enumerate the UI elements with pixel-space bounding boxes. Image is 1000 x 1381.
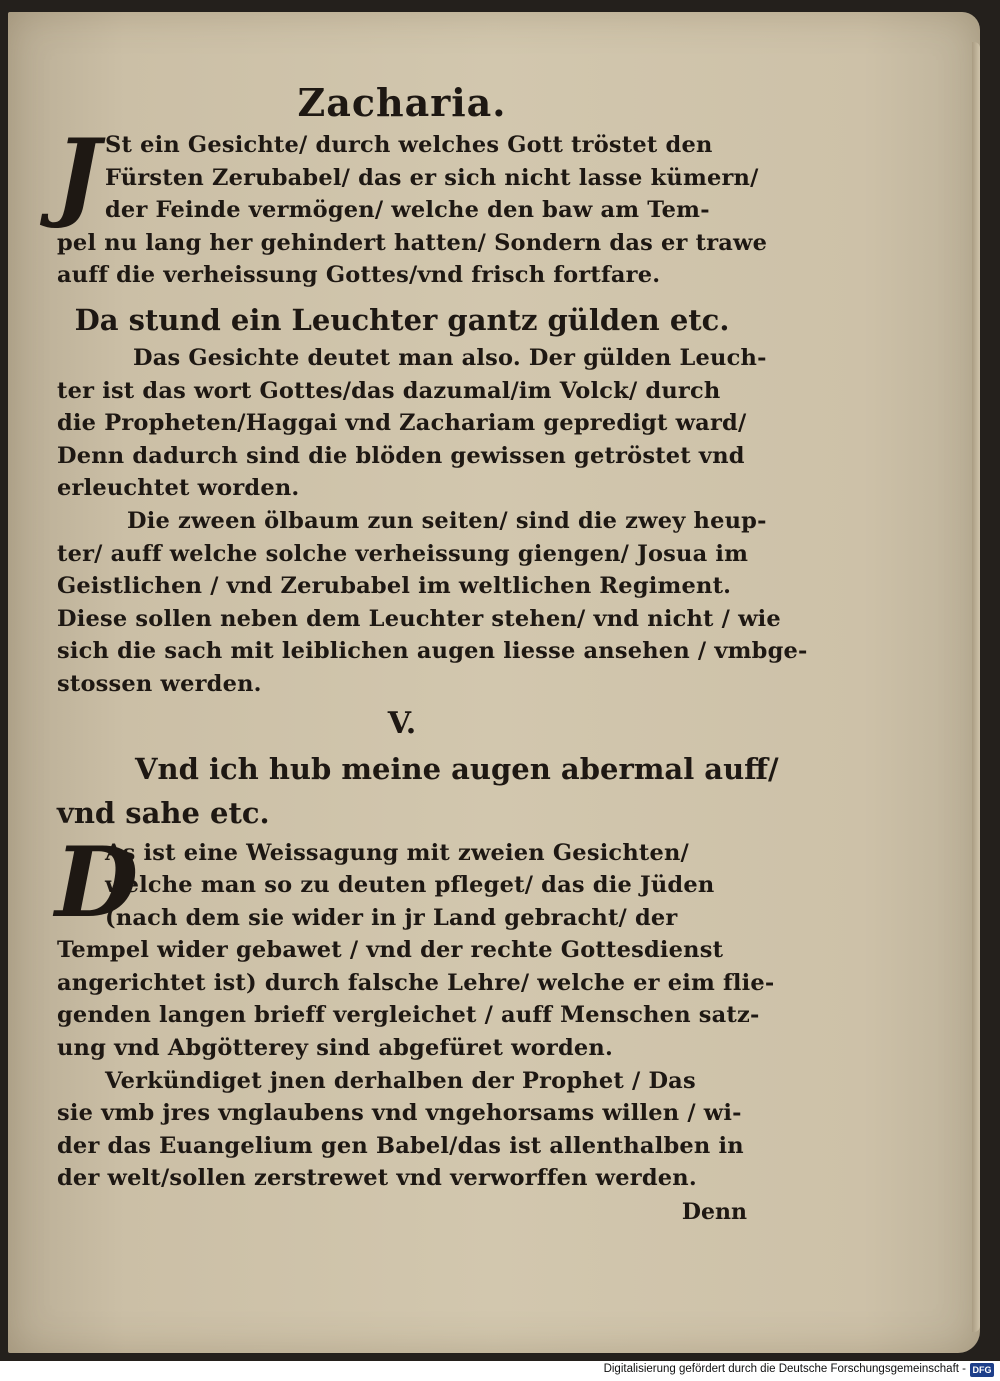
paragraph-3	[57, 505, 808, 701]
text-line: Geistlichen / vnd Zerubabel im weltlichen Regiment.	[57, 573, 732, 600]
text-line: der das Euangelium gen Babel/das ist allenthalben in	[57, 1132, 744, 1159]
text-line: Tempel wider gebawet / vnd der rechte Gottesdienst	[57, 937, 724, 964]
page-text	[55, 80, 808, 1229]
paragraph-5	[57, 1065, 747, 1195]
text-line: sich die sach mit leiblichen augen liesse ansehen / vmbge-	[57, 638, 808, 665]
chapter-heading-line: Vnd ich hub meine augen abermal auff/	[135, 751, 779, 786]
paragraph-1	[55, 118, 768, 292]
text-line: pel nu lang her gehindert hatten/ Sondern das er trawe	[57, 229, 768, 256]
text-line: Verkündiget jnen derhalben der Prophet / Das	[105, 1067, 696, 1094]
text-line: ung vnd Abgötterey sind abgefüret worden.	[57, 1035, 613, 1062]
text-line: sie vmb jres vnglaubens vnd vngehorsams willen / wi-	[57, 1100, 742, 1127]
text-line: die Propheten/Haggai vnd Zachariam gepredigt ward/	[57, 410, 747, 437]
chapter-heading-line: vnd sahe etc.	[57, 795, 270, 830]
text-line: Das Gesichte deutet man also. Der gülden Leuch-	[133, 344, 767, 371]
paragraph-2	[57, 342, 767, 505]
text-line: erleuchtet worden.	[57, 475, 300, 502]
text-line: auff die verheissung Gottes/vnd frisch fortfare.	[57, 262, 661, 289]
dfg-logo-icon[interactable]: DFG	[970, 1363, 994, 1377]
text-line: welche man so zu deuten pfleget/ das die Jüden	[105, 872, 715, 899]
catchword: Denn	[681, 1199, 747, 1226]
text-line: Die zween ölbaum zun seiten/ sind die zwey heup-	[127, 507, 767, 534]
text-line: (nach dem sie wider in jr Land gebracht/ der	[105, 904, 678, 931]
chapter-number: V.	[387, 705, 417, 741]
text-line: stossen werden.	[57, 670, 262, 697]
text-line: angerichtet ist) durch falsche Lehre/ welche er eim flie-	[57, 969, 775, 996]
text-line: ter/ auff welche solche verheissung giengen/ Josua im	[57, 540, 749, 567]
drop-cap: D	[55, 825, 139, 939]
footer-credit: Digitalisierung gefördert durch die Deutsche Forschungsgemeinschaft -	[603, 1363, 966, 1375]
text-line: der welt/sollen zerstrewet vnd verworffen werden.	[57, 1165, 697, 1192]
text-line: As ist eine Weissagung mit zweien Gesichten/	[105, 839, 689, 866]
text-line: Fürsten Zerubabel/ das er sich nicht lasse kümern/	[105, 164, 759, 191]
text-line: Diese sollen neben dem Leuchter stehen/ vnd nicht / wie	[57, 605, 781, 632]
text-line: genden langen brieff vergleichet / auff Menschen satz-	[57, 1002, 760, 1029]
page-edge	[972, 42, 980, 1332]
text-line: der Feinde vermögen/ welche den baw am Tem-	[105, 197, 710, 224]
text-line: St ein Gesichte/ durch welches Gott tröstet den	[105, 132, 713, 158]
text-line: ter ist das wort Gottes/das dazumal/im Volck/ durch	[57, 377, 721, 404]
section-heading: Da stund ein Leuchter gantz gülden etc.	[74, 302, 730, 337]
running-head: Zacharia.	[297, 80, 507, 125]
paragraph-4	[55, 825, 775, 1065]
text-line: Denn dadurch sind die blöden gewissen getröstet vnd	[57, 442, 745, 469]
drop-cap: J	[55, 118, 101, 231]
